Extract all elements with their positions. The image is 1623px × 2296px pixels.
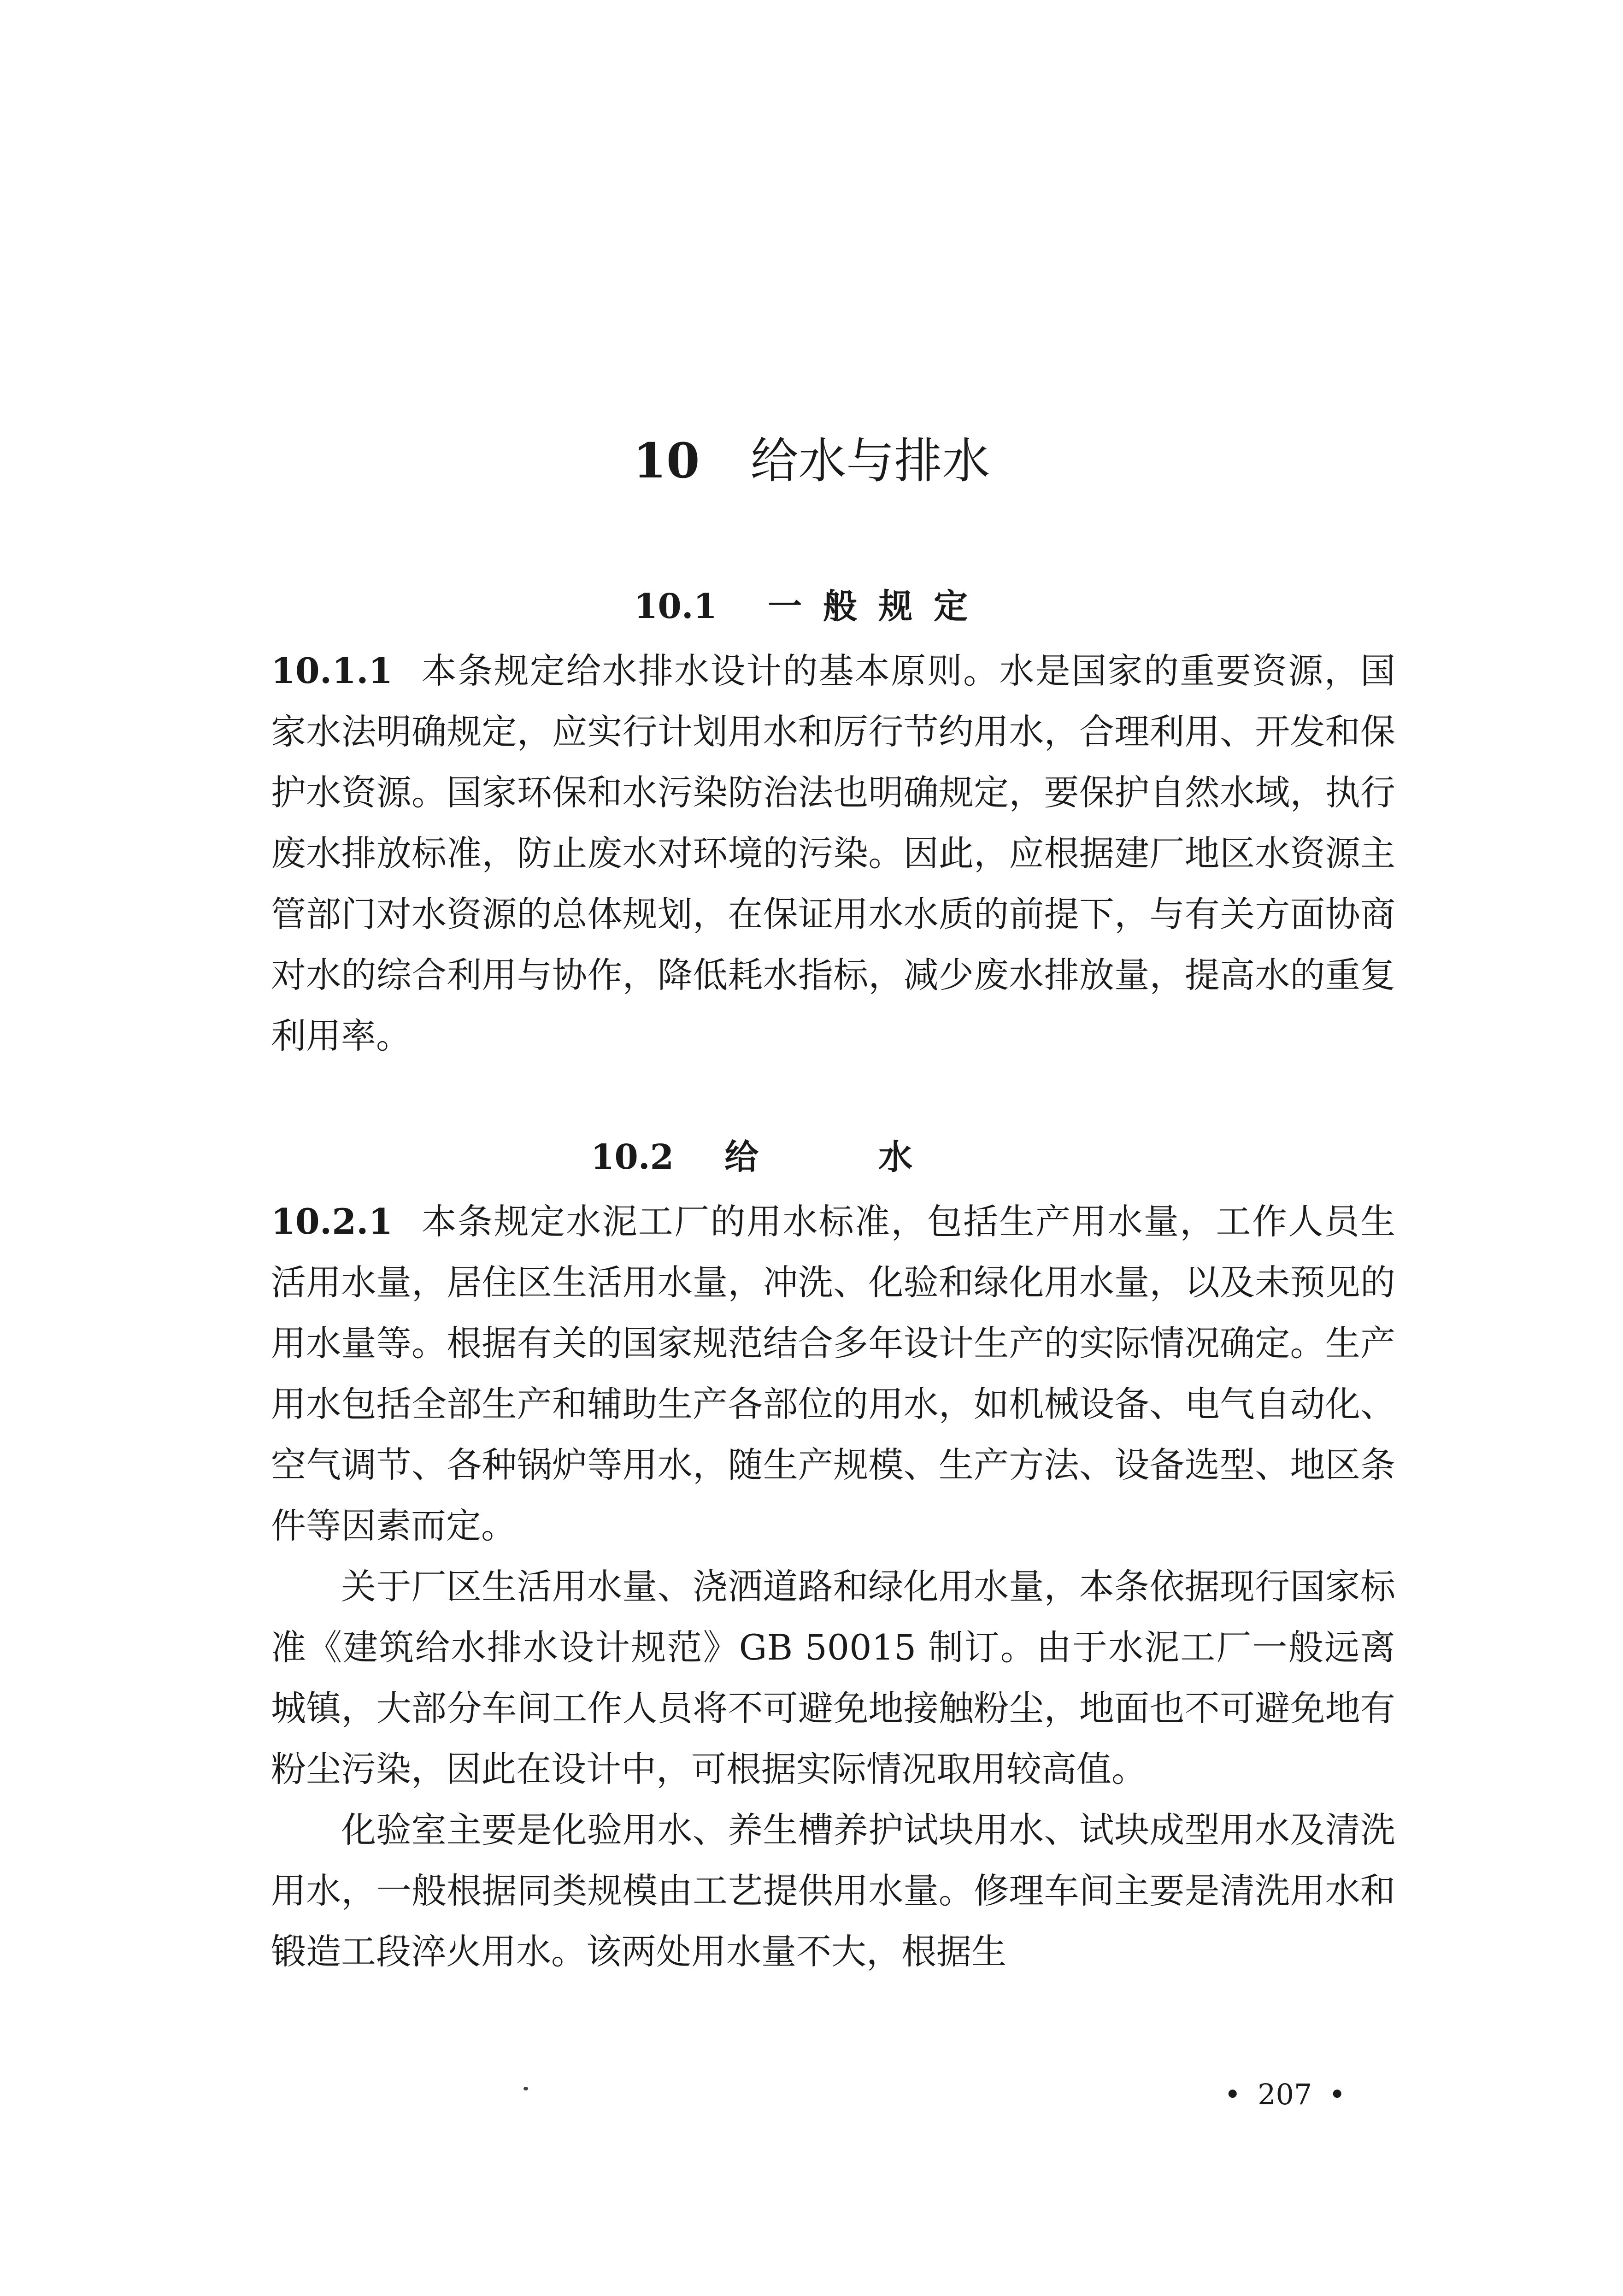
clause-text: 本条规定给水排水设计的基本原则。水是国家的重要资源，国家水法明确规定，应实行计划用水和厉行节约用水，合理利用、开发和保护水资源。国家环保和水污染防治法也明确规定，要保护自然水域，执行废水排放标准，防止废水对环境的污染。因此，应根据建厂地区水资源主管部门对水资源的总体规划，在保证用水水质的前提下，与有关方面协商对水的综合利用与协作，降低耗水指标，减少废水排放量，提高水的重复利用率。 [271, 650, 1395, 1056]
section-number: 10.2 [590, 1137, 674, 1177]
clause-paragraph: 关于厂区生活用水量、浇洒道路和绿化用水量，本条依据现行国家标准《建筑给水排水设计规范》GB 50015 制订。由于水泥工厂一般远离城镇，大部分车间工作人员将不可避免地接触粉尘，地面也不可避免地有粉尘污染，因此在设计中，可根据实际情况取用较高值。 [271, 1566, 1395, 1790]
section-title-10-1 [0, 583, 1623, 630]
page-number [1208, 2074, 1363, 2115]
section-number: 10.1 [634, 587, 717, 627]
clause-text: 本条规定水泥工厂的用水标准，包括生产用水量，工作人员生活用水量，居住区生活用水量，冲洗、化验和绿化用水量，以及未预见的用水量等。根据有关的国家规范结合多年设计生产的实际情况确定。生产用水包括全部生产和辅助生产各部位的用水，如机械设备、电气自动化、空气调节、各种锅炉等用水，随生产规模、生产方法、设备选型、地区条件等因素而定。 [271, 1201, 1395, 1546]
clause-number: 10.2.1 [271, 1201, 393, 1242]
section-name: 一般规定 [768, 587, 989, 627]
clause-number: 10.1.1 [271, 650, 393, 691]
clause-paragraph [271, 641, 1395, 1066]
page-number-value: 207 [1258, 2078, 1312, 2111]
section-title-10-2 [0, 1134, 1623, 1180]
clause-10-2-1 [271, 1191, 1395, 1982]
clause-10-1-1 [271, 641, 1395, 1066]
chapter-title [0, 429, 1623, 493]
clause-paragraph: 化验室主要是化验用水、养生槽养护试块用水、试块成型用水及清洗用水，一般根据同类规模由工艺提供用水量。修理车间主要是清洗用水和锻造工段淬火用水。该两处用水量不大，根据生 [271, 1809, 1395, 1972]
section-name: 给水 [724, 1137, 1033, 1177]
chapter-name: 给水与排水 [750, 432, 990, 489]
page-number-dot: • [1224, 2078, 1241, 2111]
scan-speck [523, 2087, 528, 2090]
page-number-dot: • [1329, 2078, 1346, 2111]
chapter-number: 10 [633, 432, 700, 489]
clause-paragraph [271, 1191, 1395, 1556]
